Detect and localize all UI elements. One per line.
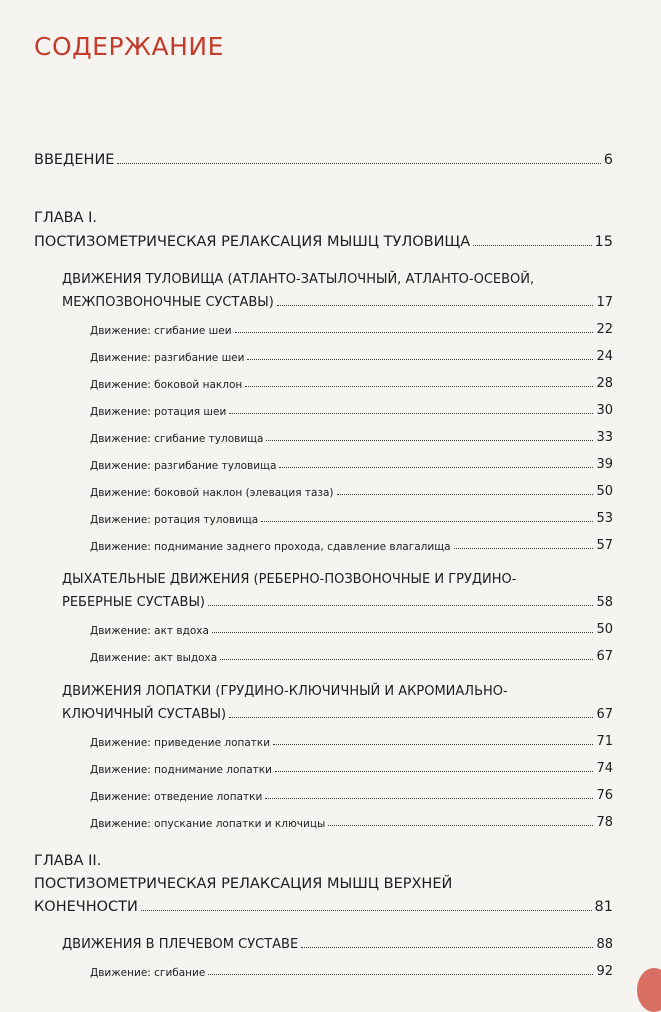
section2-page: 58 <box>596 595 613 610</box>
toc-item-label: Движение: разгибание шеи <box>90 352 245 364</box>
dot-leader <box>220 659 593 660</box>
section1-line2: МЕЖПОЗВОНОЧНЫЕ СУСТАВЫ) <box>62 295 274 310</box>
dot-leader <box>208 974 593 975</box>
toc-item-label: Движение: ротация шеи <box>90 406 227 418</box>
toc-item[interactable] <box>90 349 613 364</box>
dot-leader <box>141 910 592 911</box>
dot-leader <box>301 947 593 948</box>
chapter2-section-label: ДВИЖЕНИЯ В ПЛЕЧЕВОМ СУСТАВЕ <box>62 937 299 952</box>
dot-leader <box>229 413 593 414</box>
toc-item[interactable] <box>90 734 613 749</box>
toc-item[interactable] <box>90 376 613 391</box>
toc-item[interactable] <box>90 484 613 499</box>
chapter1-title-row[interactable] <box>34 234 613 250</box>
toc-item-label: Движение: приведение лопатки <box>90 737 271 749</box>
chapter2-heading: ГЛАВА II. <box>34 853 102 869</box>
toc-item-label: Движение: разгибание туловища <box>90 460 277 472</box>
toc-intro-label: ВВЕДЕНИЕ <box>34 152 115 168</box>
toc-intro-page: 6 <box>603 152 613 168</box>
toc-item[interactable] <box>90 622 613 637</box>
toc-item-label: Движение: акт вдоха <box>90 625 209 637</box>
toc-item-page: 28 <box>596 376 613 391</box>
toc-item-page: 53 <box>596 511 613 526</box>
toc-item-page: 22 <box>596 322 613 337</box>
toc-item[interactable] <box>90 403 613 418</box>
chapter1-title: ПОСТИЗОМЕТРИЧЕСКАЯ РЕЛАКСАЦИЯ МЫШЦ ТУЛОВИЩА <box>34 234 471 250</box>
chapter1-page: 15 <box>594 234 613 250</box>
toc-item-label: Движение: боковой наклон <box>90 379 243 391</box>
dot-leader <box>261 521 593 522</box>
toc-item-label: Движение: акт выдоха <box>90 652 218 664</box>
toc-item-page: 71 <box>596 734 613 749</box>
section3-row[interactable] <box>62 707 613 722</box>
chapter2-page: 81 <box>594 899 613 915</box>
section1-page: 17 <box>596 295 613 310</box>
toc-item-page: 39 <box>596 457 613 472</box>
section3-page: 67 <box>596 707 613 722</box>
dot-leader <box>212 632 594 633</box>
toc-item[interactable] <box>90 430 613 445</box>
toc-item-label: Движение: ротация туловища <box>90 514 259 526</box>
section1-row[interactable] <box>62 295 613 310</box>
section2-line2: РЕБЕРНЫЕ СУСТАВЫ) <box>62 595 205 610</box>
toc-item-page: 57 <box>596 538 613 553</box>
chapter2-section-page: 88 <box>596 937 613 952</box>
toc-item-page: 50 <box>596 622 613 637</box>
page-title: СОДЕРЖАНИЕ <box>34 32 224 61</box>
toc-item[interactable] <box>90 457 613 472</box>
toc-item-page: 33 <box>596 430 613 445</box>
dot-leader <box>277 305 594 306</box>
dot-leader <box>454 548 594 549</box>
section3-line2: КЛЮЧИЧНЫЙ СУСТАВЫ) <box>62 707 227 722</box>
section2-line1: ДЫХАТЕЛЬНЫЕ ДВИЖЕНИЯ (РЕБЕРНО-ПОЗВОНОЧНЫЕ И ГРУДИНО- <box>62 572 517 587</box>
toc-item[interactable] <box>90 964 613 979</box>
dot-leader <box>117 163 600 164</box>
toc-item[interactable] <box>90 761 613 776</box>
toc-item-label: Движение: боковой наклон (элевация таза) <box>90 487 334 499</box>
toc-item-page: 50 <box>596 484 613 499</box>
toc-item-page: 24 <box>596 349 613 364</box>
toc-item[interactable] <box>90 815 613 830</box>
section2-row[interactable] <box>62 595 613 610</box>
toc-item-page: 74 <box>596 761 613 776</box>
toc-item-label: Движение: поднимание лопатки <box>90 764 272 776</box>
dot-leader <box>473 245 591 246</box>
toc-intro[interactable] <box>34 152 613 168</box>
dot-leader <box>245 386 593 387</box>
toc-item-label: Движение: сгибание шеи <box>90 325 232 337</box>
chapter1-heading: ГЛАВА I. <box>34 210 98 226</box>
toc-item-label: Движение: опускание лопатки и ключицы <box>90 818 326 830</box>
dot-leader <box>328 825 593 826</box>
toc-item[interactable] <box>90 788 613 803</box>
page-corner-tab <box>637 968 661 1012</box>
chapter2-title-row[interactable] <box>34 899 613 915</box>
dot-leader <box>235 332 594 333</box>
toc-item[interactable] <box>90 538 613 553</box>
toc-item[interactable] <box>90 649 613 664</box>
chapter2-line1: ПОСТИЗОМЕТРИЧЕСКАЯ РЕЛАКСАЦИЯ МЫШЦ ВЕРХНЕЙ <box>34 876 453 892</box>
dot-leader <box>273 744 593 745</box>
toc-item-page: 67 <box>596 649 613 664</box>
toc-item[interactable] <box>90 511 613 526</box>
dot-leader <box>266 440 593 441</box>
toc-item-label: Движение: отведение лопатки <box>90 791 263 803</box>
section3-line1: ДВИЖЕНИЯ ЛОПАТКИ (ГРУДИНО-КЛЮЧИЧНЫЙ И АКРОМИАЛЬНО- <box>62 684 508 699</box>
dot-leader <box>279 467 593 468</box>
chapter2-line2: КОНЕЧНОСТИ <box>34 899 138 915</box>
dot-leader <box>275 771 593 772</box>
dot-leader <box>265 798 593 799</box>
toc-item-page: 30 <box>596 403 613 418</box>
toc-item-page: 92 <box>596 964 613 979</box>
chapter2-section-row[interactable] <box>62 937 613 952</box>
toc-item-label: Движение: поднимание заднего прохода, сдавление влагалища <box>90 541 451 553</box>
dot-leader <box>247 359 593 360</box>
toc-item[interactable] <box>90 322 613 337</box>
toc-item-page: 78 <box>596 815 613 830</box>
toc-item-page: 76 <box>596 788 613 803</box>
dot-leader <box>337 494 594 495</box>
toc-item-label: Движение: сгибание <box>90 967 206 979</box>
section1-line1: ДВИЖЕНИЯ ТУЛОВИЩА (АТЛАНТО-ЗАТЫЛОЧНЫЙ, АТЛАНТО-ОСЕВОЙ, <box>62 272 535 287</box>
dot-leader <box>229 717 593 718</box>
dot-leader <box>208 605 593 606</box>
toc-item-label: Движение: сгибание туловища <box>90 433 264 445</box>
